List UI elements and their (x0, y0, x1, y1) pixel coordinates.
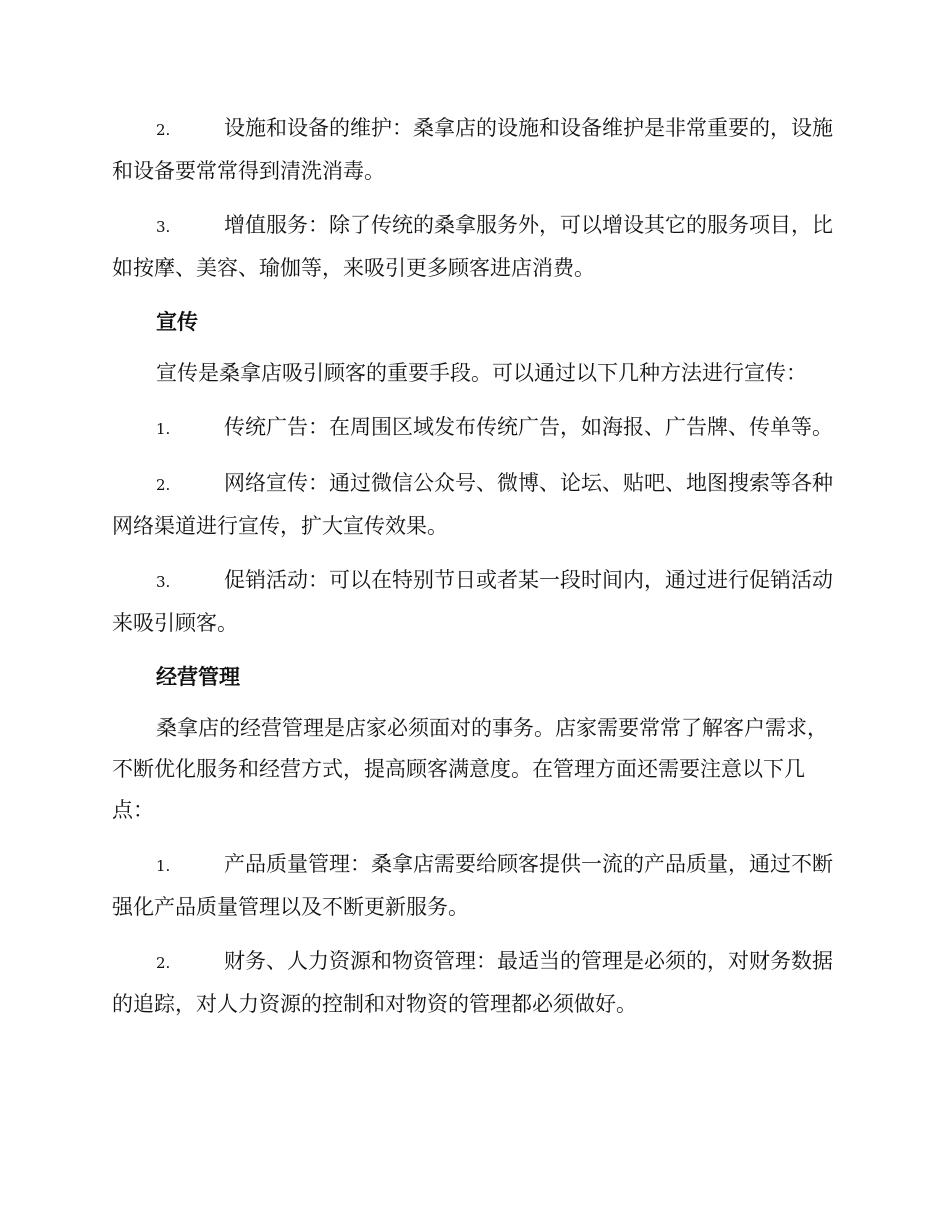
list-item (112, 560, 836, 644)
list-number: 2. (156, 954, 171, 972)
list-text: 增值服务：除了传统的桑拿服务外，可以增设其它的服务项目，比如按摩、美容、瑜伽等，来吸引更多顾客进店消费。 (112, 213, 833, 280)
list-item (112, 205, 836, 289)
list-number: 3. (156, 218, 171, 236)
list-number: 2. (156, 121, 171, 139)
document-page (112, 108, 836, 1038)
list-item (112, 844, 836, 928)
list-text: 传统广告：在周围区域发布传统广告，如海报、广告牌、传单等。 (224, 415, 833, 439)
section-intro-promotion: 宣传是桑拿店吸引顾客的重要手段。可以通过以下几种方法进行宣传： (156, 361, 807, 385)
section-heading-promotion: 宣传 (156, 310, 198, 334)
list-text: 财务、人力资源和物资管理：最适当的管理是必须的，对财务数据的追踪，对人力资源的控制和对物资的管理都必须做好。 (112, 949, 833, 1016)
list-text: 产品质量管理：桑拿店需要给顾客提供一流的产品质量，通过不断强化产品质量管理以及不断更新服务。 (112, 852, 833, 919)
section-intro-management: 桑拿店的经营管理是店家必须面对的事务。店家需要常常了解客户需求，不断优化服务和经营方式，提高顾客满意度。在管理方面还需要注意以下几点： (112, 716, 828, 822)
list-item (112, 407, 836, 450)
list-item (112, 941, 836, 1025)
list-item (112, 463, 836, 547)
list-item (112, 108, 836, 192)
list-number: 1. (156, 857, 171, 875)
section-heading-management: 经营管理 (156, 665, 240, 689)
list-text: 促销活动：可以在特别节日或者某一段时间内，通过进行促销活动来吸引顾客。 (112, 568, 833, 635)
list-text: 网络宣传：通过微信公众号、微博、论坛、贴吧、地图搜索等各种网络渠道进行宣传，扩大宣传效果。 (112, 471, 833, 538)
list-number: 1. (156, 420, 171, 438)
list-number: 3. (156, 573, 171, 591)
list-text: 设施和设备的维护：桑拿店的设施和设备维护是非常重要的，设施和设备要常常得到清洗消毒。 (112, 116, 833, 183)
list-number: 2. (156, 476, 171, 494)
